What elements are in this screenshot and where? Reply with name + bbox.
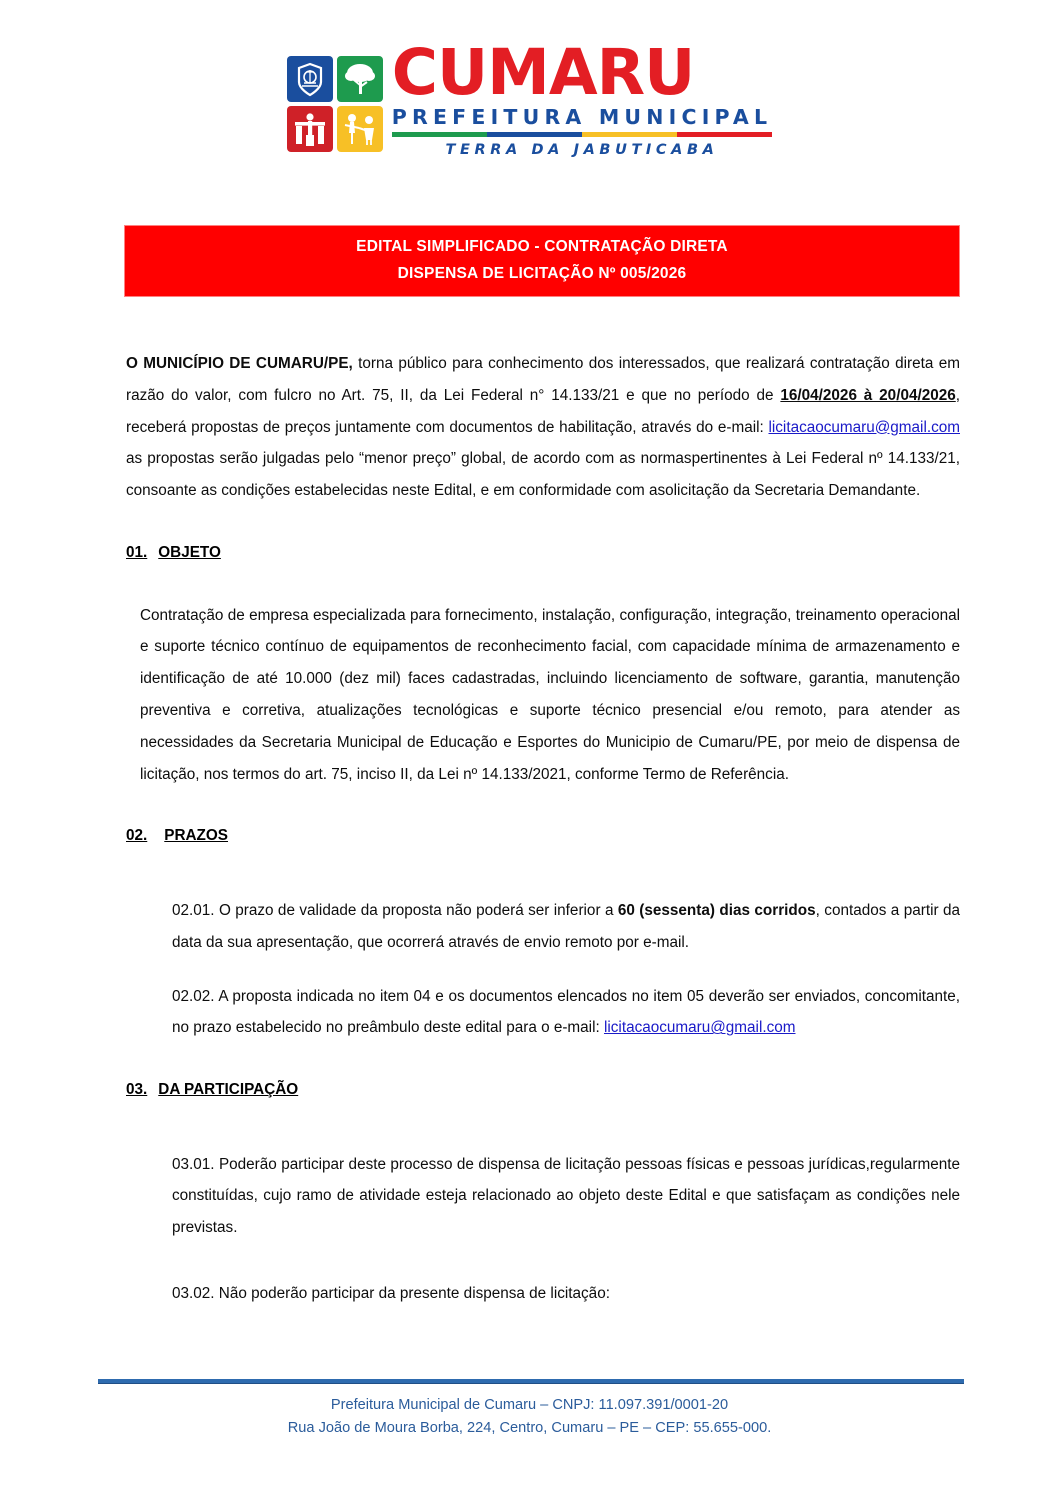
preamble-lead: O MUNICÍPIO DE CUMARU/PE, (126, 355, 353, 372)
footer-line-2: Rua João de Moura Borba, 224, Centro, Cumaru – PE – CEP: 55.655-000. (287, 1419, 772, 1436)
document-title-banner (124, 225, 960, 297)
section-02-number: 02. (126, 827, 148, 845)
preamble-paragraph (126, 348, 960, 507)
spacer (126, 507, 960, 541)
section-02-title: PRAZOS (164, 827, 229, 845)
strip-segment-blue (487, 132, 582, 137)
christ-statue-icon (287, 106, 333, 152)
banner-line-1: EDITAL SIMPLIFICADO - CONTRATAÇÃO DIRETA (356, 238, 728, 255)
logo-brand-text: CUMARU (391, 36, 695, 109)
section-01-number: 01. (126, 544, 148, 562)
item-03-02: 03.02. Não poderão participar da presente dispensa de licitação: (172, 1285, 610, 1303)
section-03-number: 03. (126, 1081, 148, 1099)
strip-segment-yellow (582, 132, 677, 137)
letterhead-logo (0, 36, 1059, 158)
page-footer (0, 1394, 1059, 1439)
logo-color-strip (392, 132, 772, 137)
section-01-title: OBJETO (158, 544, 221, 562)
preamble-text-2: , receberá propostas de preços juntamente com documentos de habilitação, através do e-mail: (126, 386, 960, 436)
strip-segment-red (677, 132, 772, 137)
banner-line-2: DISPENSA DE LICITAÇÃO Nº 005/2026 (397, 264, 687, 282)
spacer (126, 849, 960, 895)
spacer (126, 1044, 960, 1078)
item-02-01 (126, 895, 960, 959)
preamble-period: 16/04/2026 à 20/04/2026 (780, 386, 956, 404)
item-02-02-email-link[interactable]: licitacaocumaru@gmail.com (603, 1019, 796, 1037)
spacer (126, 959, 960, 981)
spacer (126, 566, 960, 600)
spacer (126, 1103, 960, 1149)
section-heading-01 (126, 541, 960, 565)
item-02-01-text-b: , contados a partir da data da sua apresentação, que ocorrerá através de envio remoto por e-mail. (172, 901, 960, 951)
spacer (126, 790, 960, 824)
logo-wordmark (391, 36, 773, 158)
section-03-title: DA PARTICIPAÇÃO (158, 1081, 299, 1099)
logo-tagline-text: TERRA DA JABUTICABA (445, 141, 719, 158)
two-children-icon (337, 106, 383, 152)
logo-icon-grid (287, 56, 383, 152)
item-02-02 (126, 981, 960, 1045)
footer-line-1: Prefeitura Municipal de Cumaru – CNPJ: 11.097.391/0001-20 (330, 1397, 729, 1413)
footer-divider (98, 1379, 964, 1384)
item-03-01: 03.01. Poderão participar deste processo de dispensa de licitação pessoas físicas e pessoas jurídicas,regularmente constituídas, cujo ramo de atividade esteja relacionado ao objeto deste Edital e que satisfaçam as condições nele previstas. (172, 1155, 960, 1237)
logo-subtitle-text: PREFEITURA MUNICIPAL (391, 104, 773, 129)
section-01-body: Contratação de empresa especializada para fornecimento, instalação, configuração, integração, treinamento operacional e suporte técnico contínuo de equipamentos de reconhecimento facial, com capacidade mínima de armazenamento e identificação de até 10.000 (dez mil) faces cadastradas, incluindo licenciamento de software, garantia, manutenção preventiva e corretiva, atualizações tecnológicas e suporte técnico presencial e/ou remoto, para atender as necessidades da Secretaria Municipal de Educação e Esportes do Municipio de Cumaru/PE, por meio de dispensa de licitação, nos termos do art. 75, inciso II, da Lei nº 14.133/2021, conforme Termo de Referência. (140, 606, 960, 783)
spacer (126, 1244, 960, 1278)
cumaru-logo (287, 36, 773, 158)
document-body (126, 348, 960, 1310)
section-heading-03 (126, 1078, 960, 1102)
item-02-01-text-a: 02.01. O prazo de validade da proposta não poderá ser inferior a (172, 901, 618, 919)
coat-of-arms-icon (287, 56, 333, 102)
item-02-01-highlight: 60 (sessenta) dias corridos (617, 901, 816, 919)
strip-segment-green (392, 132, 487, 137)
preamble-text-3: as propostas serão julgadas pelo “menor preço” global, de acordo com as normaspertinentes à Lei Federal nº 14.133/21, consoante as condições estabelecidas neste Edital, e em conformidade com asolicitação da Secretaria Demandante. (126, 450, 960, 500)
section-heading-02 (126, 824, 960, 848)
item-02-02-text: 02.02. A proposta indicada no item 04 e os documentos elencados no item 05 deverão ser enviados, concomitante, no prazo estabelecido no preâmbulo deste edital para o e-mail: (172, 987, 960, 1037)
preamble-text-1: torna público para conhecimento dos interessados, que realizará contratação direta em razão do valor, com fulcro no Art. 75, II, da Lei Federal n° 14.133/21 e que no período de (126, 355, 961, 404)
preamble-email-link[interactable]: licitacaocumaru@gmail.com (768, 418, 960, 436)
tree-icon (337, 56, 383, 102)
